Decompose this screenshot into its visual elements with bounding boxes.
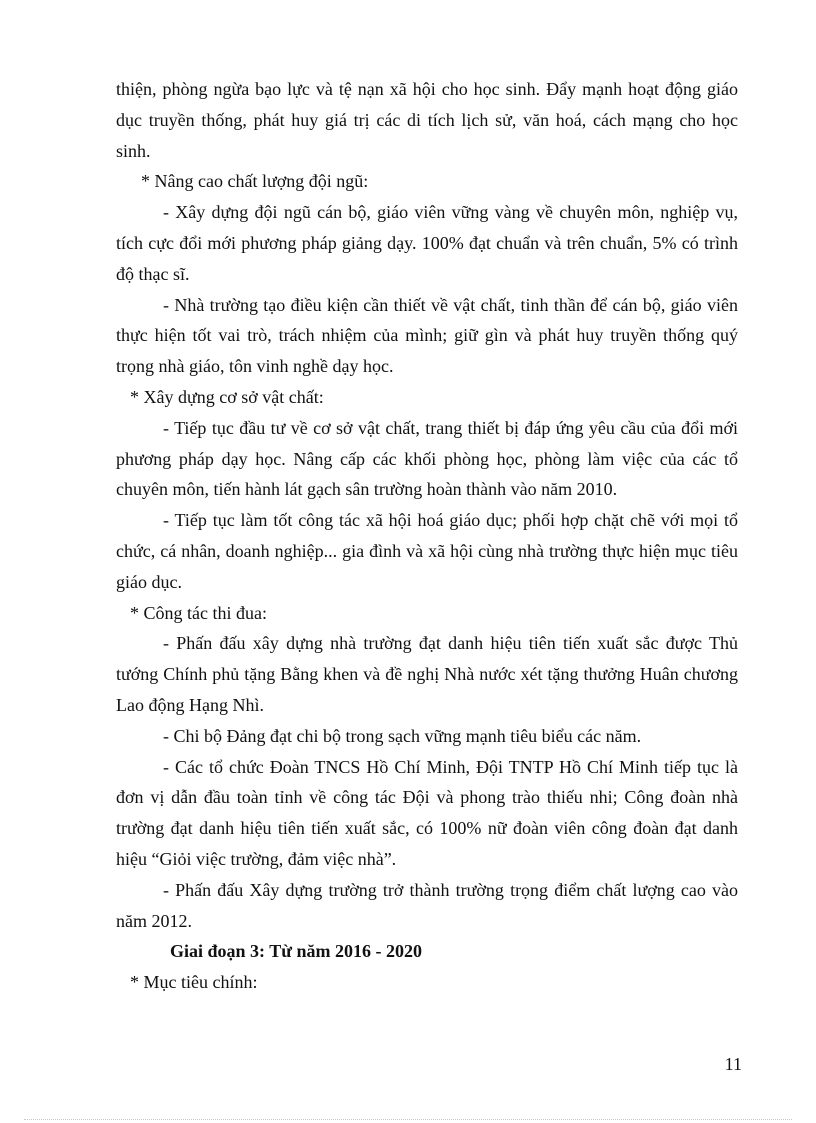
section-heading-facilities: * Xây dựng cơ sở vật chất: (130, 386, 324, 407)
phase-3-heading: Giai đoạn 3: Từ năm 2016 - 2020 (170, 941, 422, 962)
page-bottom-divider (24, 1119, 792, 1120)
section-heading-emulation: * Công tác thi đua: (130, 602, 267, 623)
paragraph-emulation-1: - Phấn đấu xây dựng nhà trường đạt danh hiệu tiên tiến xuất sắc được Thủ tướng Chính phủ tặng Bằng khen và đề nghị Nhà nước xét tặng thưởng Huân chương Lao động Hạng Nhì. (116, 633, 738, 715)
paragraph-emulation-2: - Chi bộ Đảng đạt chi bộ trong sạch vững mạnh tiêu biểu các năm. (163, 725, 642, 746)
paragraph-staff-2: - Nhà trường tạo điều kiện cần thiết về vật chất, tinh thần để cán bộ, giáo viên thực hiện tốt vai trò, trách nhiệm của mình; giữ gìn và phát huy truyền thống quý trọng nhà giáo, tôn vinh nghề dạy học. (116, 294, 738, 377)
page-number: 11 (724, 1054, 742, 1074)
paragraph-continuation: thiện, phòng ngừa bạo lực và tệ nạn xã hội cho học sinh. Đẩy mạnh hoạt động giáo dục truyền thống, phát huy giá trị các di tích lịch sử, văn hoá, cách mạng cho học sinh. (116, 79, 738, 161)
paragraph-facilities-1: - Tiếp tục đầu tư về cơ sở vật chất, trang thiết bị đáp ứng yêu cầu của đổi mới phương pháp dạy học. Nâng cấp các khối phòng học, phòng làm việc của các tổ chuyên môn, tiến hành lát gạch sân trường hoàn thành vào năm 2010. (116, 417, 738, 500)
section-heading-staff-quality: * Nâng cao chất lượng đội ngũ: (141, 171, 369, 192)
paragraph-emulation-3: - Các tổ chức Đoàn TNCS Hồ Chí Minh, Đội TNTP Hồ Chí Minh tiếp tục là đơn vị dẫn đầu toàn tỉnh về công tác Đội và phong trào thiếu nhi; Công đoàn nhà trường đạt danh hiệu tiên tiến xuất sắc, có 100% nữ đoàn viên công đoàn đạt danh hiệu “Giỏi việc trường, đảm việc nhà”. (116, 756, 738, 869)
section-heading-main-goals: * Mục tiêu chính: (130, 972, 258, 993)
paragraph-facilities-2: - Tiếp tục làm tốt công tác xã hội hoá giáo dục; phối hợp chặt chẽ với mọi tổ chức, cá nhân, doanh nghiệp... gia đình và xã hội cùng nhà trường thực hiện mục tiêu giáo dục. (116, 510, 738, 592)
document-body (116, 74, 738, 998)
paragraph-emulation-4: - Phấn đấu Xây dựng trường trở thành trường trọng điểm chất lượng cao vào năm 2012. (116, 879, 738, 931)
paragraph-staff-1: - Xây dựng đội ngũ cán bộ, giáo viên vững vàng về chuyên môn, nghiệp vụ, tích cực đổi mới phương pháp giảng dạy. 100% đạt chuẩn và trên chuẩn, 5% có trình độ thạc sĩ. (116, 202, 738, 284)
